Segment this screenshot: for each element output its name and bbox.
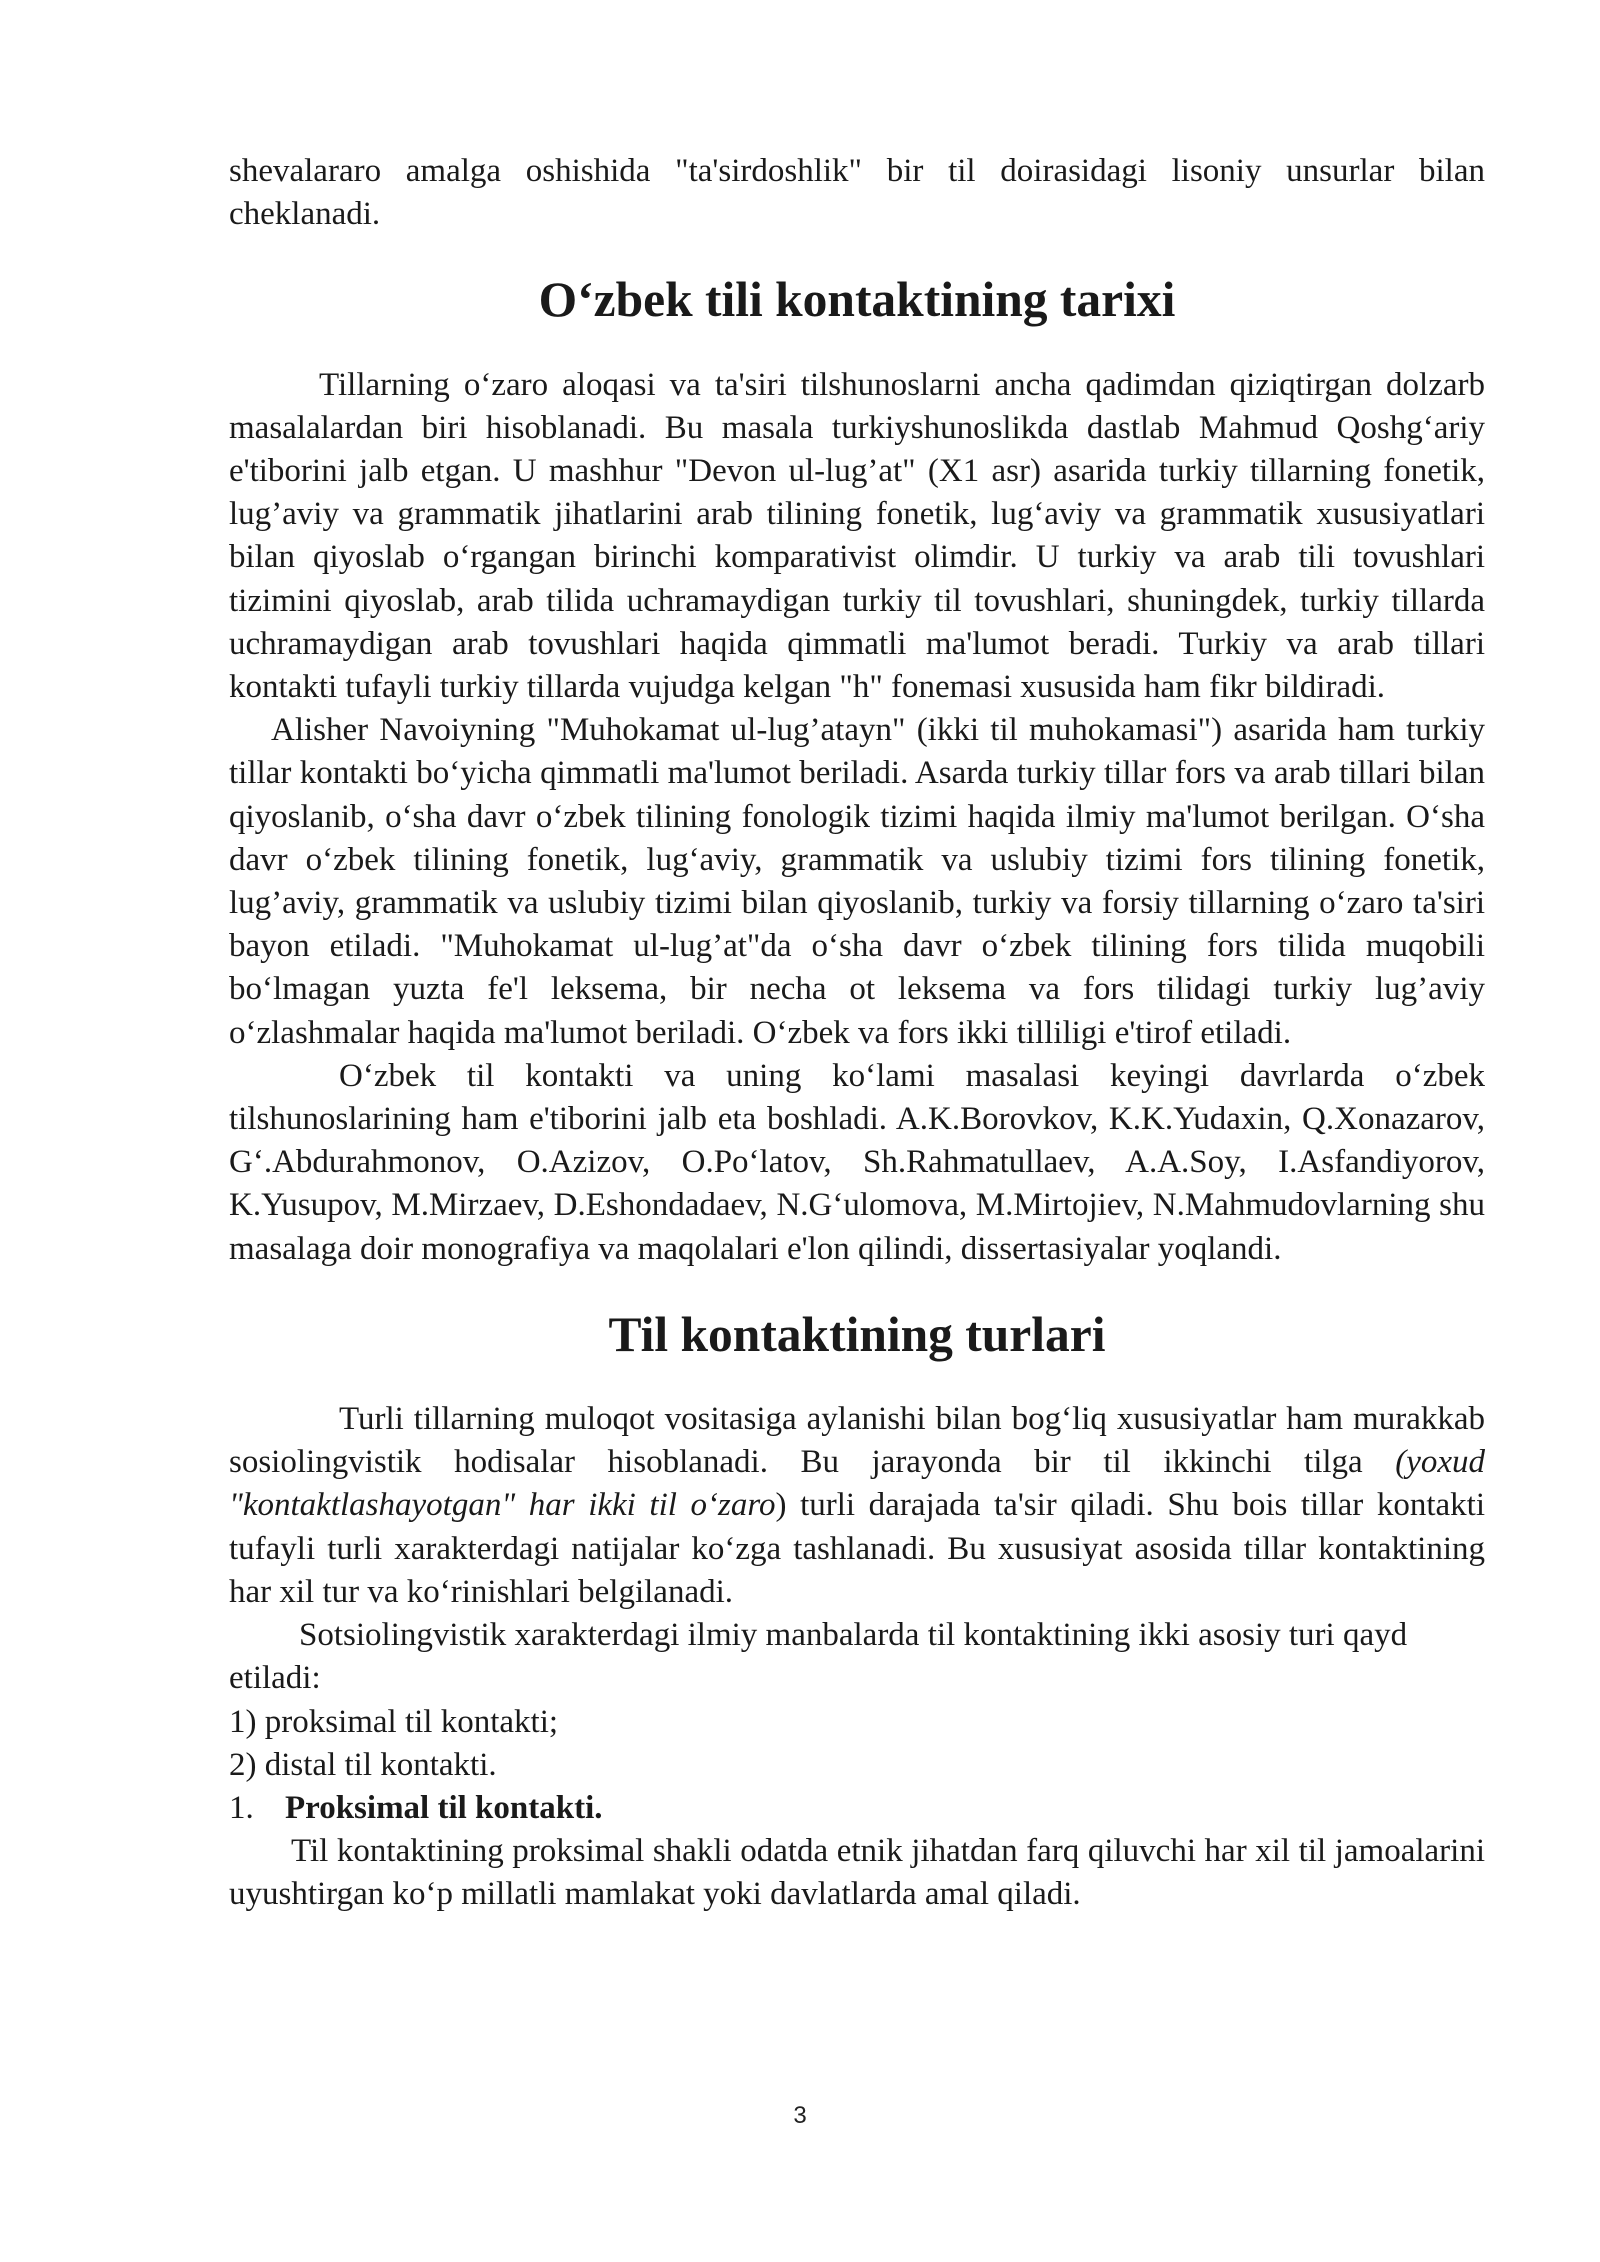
history-paragraph-3: O‘zbek til kontakti va uning ko‘lami masalasi keyingi davrlarda o‘zbek tilshunoslarining ham e'tiborini jalb eta boshladi. A.K.Borovkov, K.K.Yudaxin, Q.Xonazarov, G‘.Abdurahmonov, O.Azizov, O.Po‘latov, Sh.Rahmatullaev, A.A.Soy, I.Asfandiyorov, K.Yusupov, M.Mirzaev, D.Eshondadaev, N.G‘ulomova, M.Mirtojiev, N.Mahmudovlarning shu masalaga doir monografiya va maqolalari e'lon qilindi, dissertasiyalar yoqlandi. [229, 1057, 1485, 1267]
subsection-number: 1. [229, 1789, 254, 1826]
types-paragraph-1-part-b: ) turli darajada ta'sir qiladi. Shu bois tillar kontakti tufayli turli xarakterdagi natijalar ko‘zga tashlanadi. Bu xususiyat asosida tillar kontaktining har xil tur va ko‘rinishlari belgilanadi. [229, 1487, 1485, 1610]
page-content [229, 150, 1485, 1917]
subsection-title: Proksimal til kontakti. [285, 1789, 603, 1826]
subsection-heading-proximal [229, 1787, 1485, 1830]
section-heading-history: O‘zbek tili kontaktining tarixi [538, 272, 1176, 328]
section-heading-types: Til kontaktining turlari [608, 1306, 1106, 1362]
intro-paragraph: shevalararo amalga oshishida "ta'sirdoshlik" bir til doirasidagi lisoniy unsurlar bilan cheklanadi. [229, 153, 1485, 233]
history-paragraph-1: Tillarning o‘zaro aloqasi va ta'siri tilshunoslarni ancha qadimdan qiziqtirgan dolzarb masalalardan biri hisoblanadi. Bu masala turkiyshunoslikda dastlab Mahmud Qoshg‘ariy e'tiborini jalb etgan. U mashhur "Devon ul-lug’at" (X1 asr) asarida turkiy tillarning fonetik, lug’aviy va grammatik jihatlarini arab tilining fonetik, lug‘aviy va grammatik xususiyatlari bilan qiyoslab o‘rgangan birinchi komparativist olimdir. U turkiy va arab tili tovushlari tizimini qiyoslab, arab tilida uchramaydigan turkiy til tovushlari, shuningdek, turkiy tillarda uchramaydigan arab tovushlari haqida qimmatli ma'lumot beradi. Turkiy va arab tillari kontakti tufayli turkiy tillarda vujudga kelgan "h" fonemasi xususida ham fikr bildiradi. [229, 366, 1485, 706]
types-paragraph-1 [229, 1398, 1485, 1614]
types-paragraph-1-part-a: Turli tillarning muloqot vositasiga aylanishi bilan bog‘liq xususiyatlar ham murakkab sosiolingvistik hodisalar hisoblanadi. Bu jarayonda bir til ikkinchi tilga [229, 1401, 1485, 1481]
history-paragraph-2: Alisher Navoiyning "Muhokamat ul-lug’atayn" (ikki til muhokamasi") asarida ham turkiy tillar kontakti bo‘yicha qimmatli ma'lumot beriladi. Asarda turkiy tillar fors va arab tillari bilan qiyoslanib, o‘sha davr o‘zbek tilining fonologik tizimi haqida ilmiy ma'lumot berilgan. O‘sha davr o‘zbek tilining fonetik, lug‘aviy, grammatik va uslubiy tizimi fors tilining fonetik, lug’aviy, grammatik va uslubiy tizimi bilan qiyoslanib, turkiy va forsiy tillarning o‘zaro ta'siri bayon etiladi. "Muhokamat ul-lug’at"da o‘sha davr o‘zbek tilining fors tilida muqobili bo‘lmagan yuzta fe'l leksema, bir necha ot leksema va fors tilidagi turkiy lug’aviy o‘zlashmalar haqida ma'lumot beriladi. O‘zbek va fors ikki tilliligi e'tirof etiladi. [229, 712, 1485, 1051]
list-item: 1) proksimal til kontakti; [229, 1703, 559, 1740]
types-paragraph-2: Sotsiolingvistik xarakterdagi ilmiy manbalarda til kontaktining ikki asosiy turi qayd etiladi: [229, 1617, 1408, 1697]
proximal-paragraph: Til kontaktining proksimal shakli odatda etnik jihatdan farq qiluvchi har xil til jamoalarini uyushtirgan ko‘p millatli mamlakat yoki davlatlarda amal qiladi. [229, 1833, 1485, 1913]
page-number: 3 [793, 2102, 807, 2129]
list-item: 2) distal til kontakti. [229, 1746, 497, 1783]
types-paragraph-1-italic: (yoxud "kontaktlashayotgan" har ikki til o‘zaro [229, 1444, 1485, 1524]
